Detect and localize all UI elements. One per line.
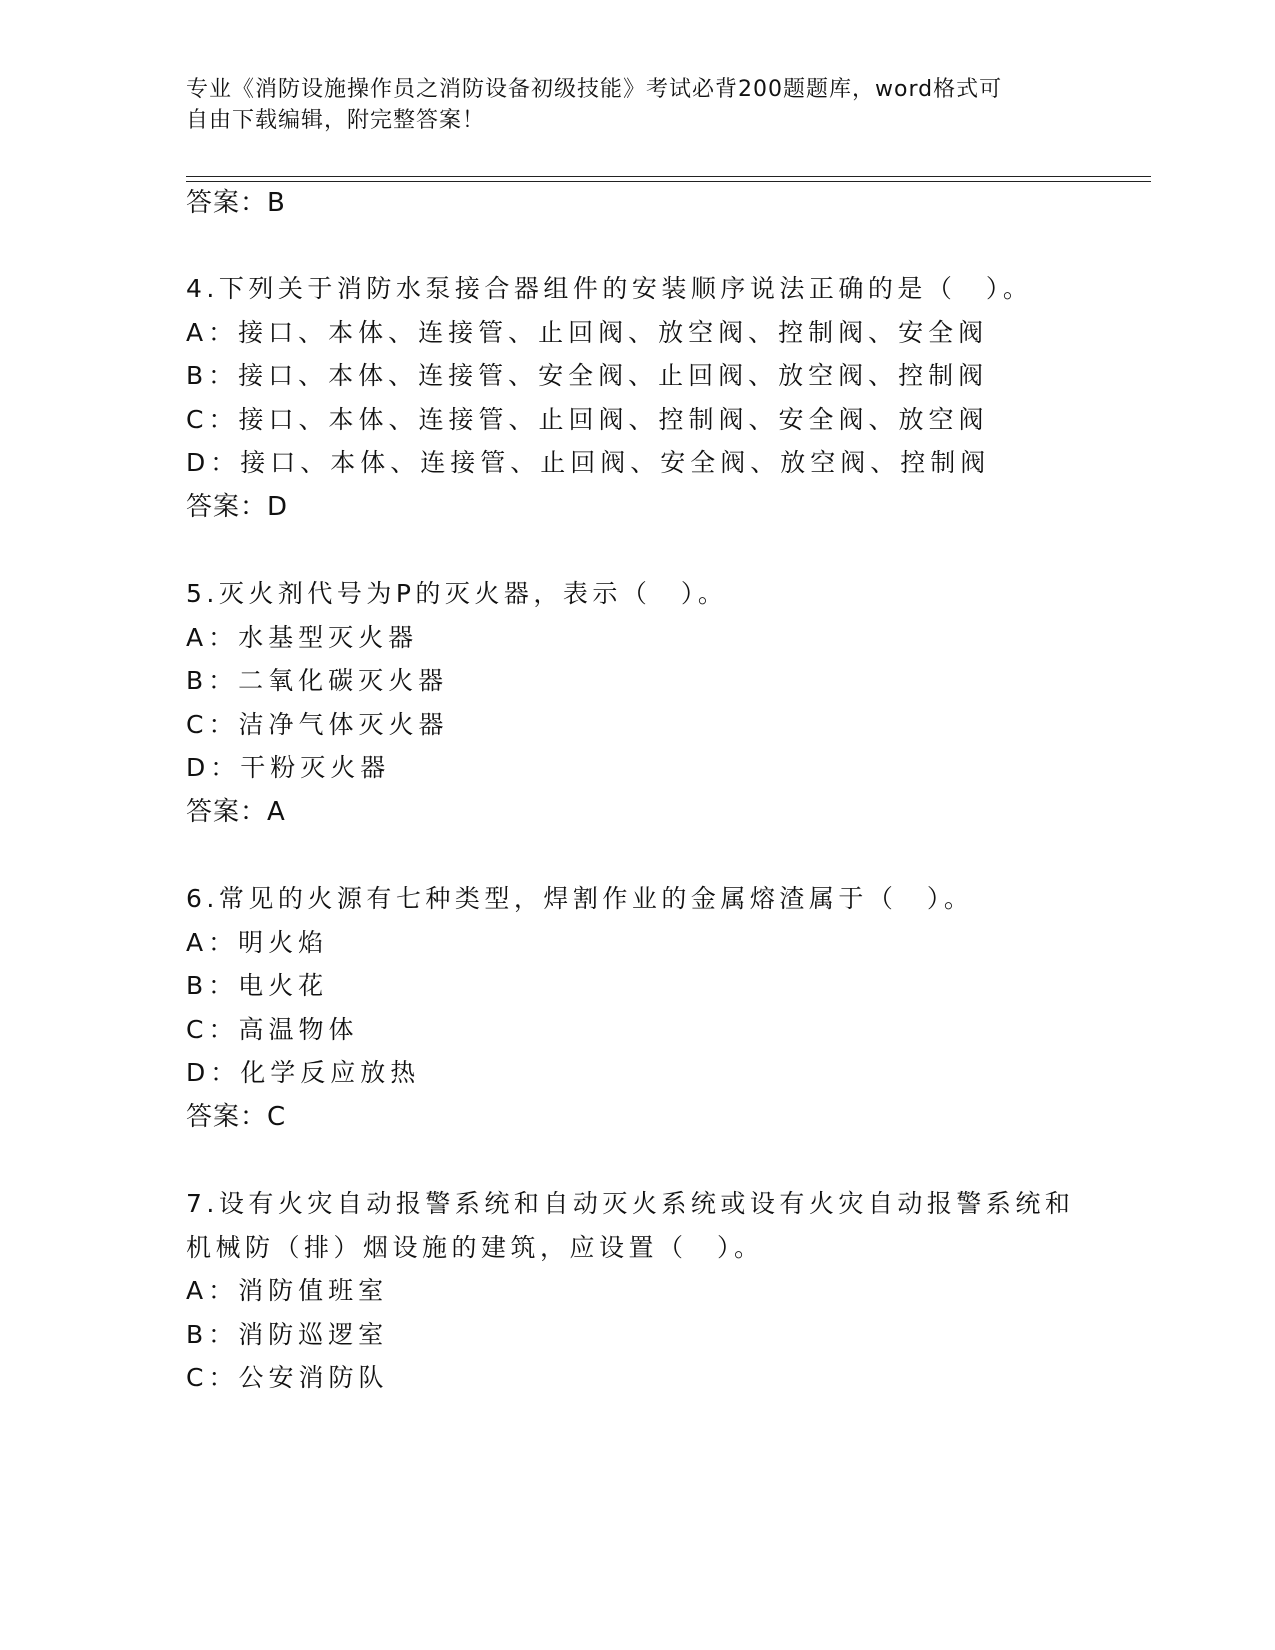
q6-option-a: A：明火焰 — [186, 928, 329, 957]
q6-option-b: B：电火花 — [186, 971, 329, 1000]
question-4: 4.下列关于消防水泵接合器组件的安装顺序说法正确的是（ ）。 — [186, 274, 1033, 303]
q4-option-d: D：接口、本体、连接管、止回阀、安全阀、放空阀、控制阀 — [186, 448, 991, 477]
q6-option-c: C：高温物体 — [186, 1015, 359, 1044]
header-divider-bottom — [186, 181, 1151, 182]
q5-option-a: A：水基型灭火器 — [186, 623, 419, 652]
q4-option-a: A：接口、本体、连接管、止回阀、放空阀、控制阀、安全阀 — [186, 318, 989, 347]
q5-option-b: B：二氧化碳灭火器 — [186, 666, 449, 695]
previous-answer: 答案：B — [186, 188, 286, 218]
q4-option-b: B：接口、本体、连接管、安全阀、止回阀、放空阀、控制阀 — [186, 361, 989, 390]
q4-answer: 答案：D — [186, 492, 289, 522]
q4-option-c: C：接口、本体、连接管、止回阀、控制阀、安全阀、放空阀 — [186, 405, 989, 434]
q7-option-b: B：消防巡逻室 — [186, 1320, 389, 1349]
question-5: 5.灭火剂代号为P的灭火器，表示（ ）。 — [186, 579, 728, 608]
q7-option-c: C：公安消防队 — [186, 1363, 389, 1392]
header-line-2: 自由下载编辑，附完整答案！ — [186, 108, 486, 133]
page-header — [186, 74, 1066, 136]
q5-answer: 答案：A — [186, 797, 286, 827]
q5-option-c: C：洁净气体灭火器 — [186, 710, 449, 739]
question-7-line-1: 7.设有火灾自动报警系统和自动灭火系统或设有火灾自动报警系统和 — [186, 1189, 1075, 1218]
q6-option-d: D：化学反应放热 — [186, 1058, 421, 1087]
header-line-1: 专业《消防设施操作员之消防设备初级技能》考试必背200题题库，word格式可 — [186, 77, 1003, 102]
question-7-line-2: 机械防（排）烟设施的建筑，应设置（ ）。 — [186, 1233, 764, 1262]
question-6: 6.常见的火源有七种类型，焊割作业的金属熔渣属于（ ）。 — [186, 884, 974, 913]
header-divider-top — [186, 176, 1151, 177]
q7-option-a: A：消防值班室 — [186, 1276, 389, 1305]
q5-option-d: D：干粉灭火器 — [186, 753, 391, 782]
q6-answer: 答案：C — [186, 1102, 287, 1132]
